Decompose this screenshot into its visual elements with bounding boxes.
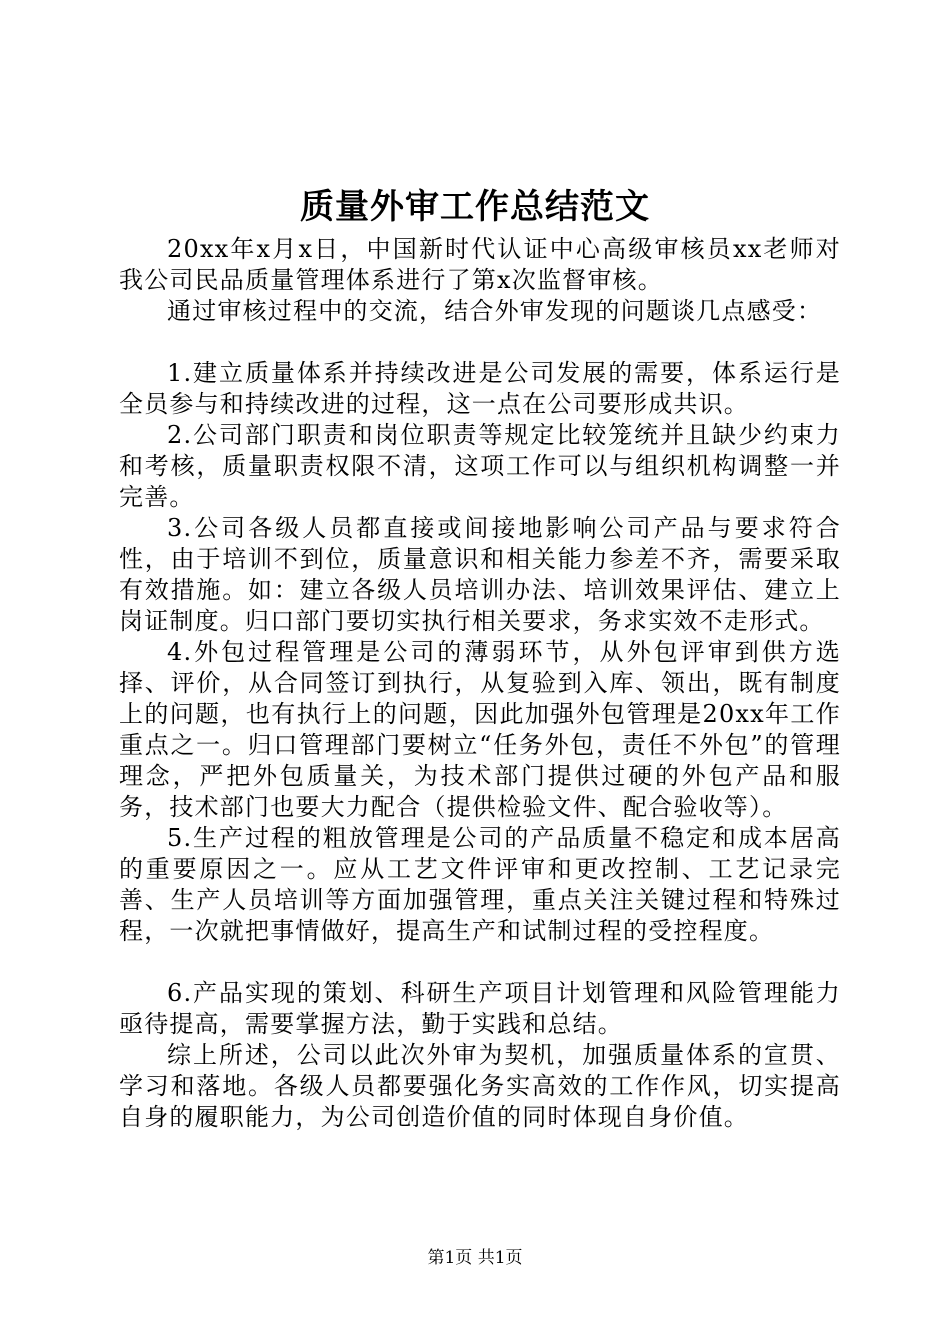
paragraph-point-2: 2.公司部门职责和岗位职责等规定比较笼统并且缺少约束力和考核，质量职责权限不清，这项工作可以与组织机构调整一并完善。 bbox=[119, 421, 841, 511]
paragraph-conclusion: 综上所述，公司以此次外审为契机，加强质量体系的宣贯、学习和落地。各级人员都要强化务实高效的工作作风，切实提高自身的履职能力，为公司创造价值的同时体现自身价值。 bbox=[119, 1041, 841, 1131]
document-title: 质量外审工作总结范文 bbox=[300, 187, 650, 227]
paragraph-point-4: 4.外包过程管理是公司的薄弱环节，从外包评审到供方选择、评价，从合同签订到执行，从复验到入库、领出，既有制度上的问题，也有执行上的问题，因此加强外包管理是20xx年工作重点之一。归口管理部门要树立“任务外包，责任不外包”的管理理念，严把外包质量关，为技术部门提供过硬的外包产品和服务，技术部门也要大力配合（提供检验文件、配合验收等）。 bbox=[119, 638, 841, 821]
document-body bbox=[119, 234, 841, 1133]
paragraph-point-6: 6.产品实现的策划、科研生产项目计划管理和风险管理能力亟待提高，需要掌握方法，勤于实践和总结。 bbox=[119, 979, 841, 1038]
paragraph-intro: 20xx年x月x日，中国新时代认证中心高级审核员xx老师对我公司民品质量管理体系进行了第x次监督审核。 bbox=[119, 235, 841, 294]
paragraph-point-5: 5.生产过程的粗放管理是公司的产品质量不稳定和成本居高的重要原因之一。应从工艺文件评审和更改控制、工艺记录完善、生产人员培训等方面加强管理，重点关注关键过程和特殊过程，一次就把事情做好，提高生产和试制过程的受控程度。 bbox=[119, 824, 841, 945]
paragraph-point-3: 3.公司各级人员都直接或间接地影响公司产品与要求符合性，由于培训不到位，质量意识和相关能力参差不齐，需要采取有效措施。如：建立各级人员培训办法、培训效果评估、建立上岗证制度。归口部门要切实执行相关要求，务求实效不走形式。 bbox=[119, 514, 841, 635]
paragraph-point-1: 1.建立质量体系并持续改进是公司发展的需要，体系运行是全员参与和持续改进的过程，这一点在公司要形成共识。 bbox=[119, 359, 841, 418]
page-number-footer: 第1页 共1页 bbox=[427, 1248, 523, 1268]
paragraph-lead-in: 通过审核过程中的交流，结合外审发现的问题谈几点感受： bbox=[167, 297, 823, 325]
